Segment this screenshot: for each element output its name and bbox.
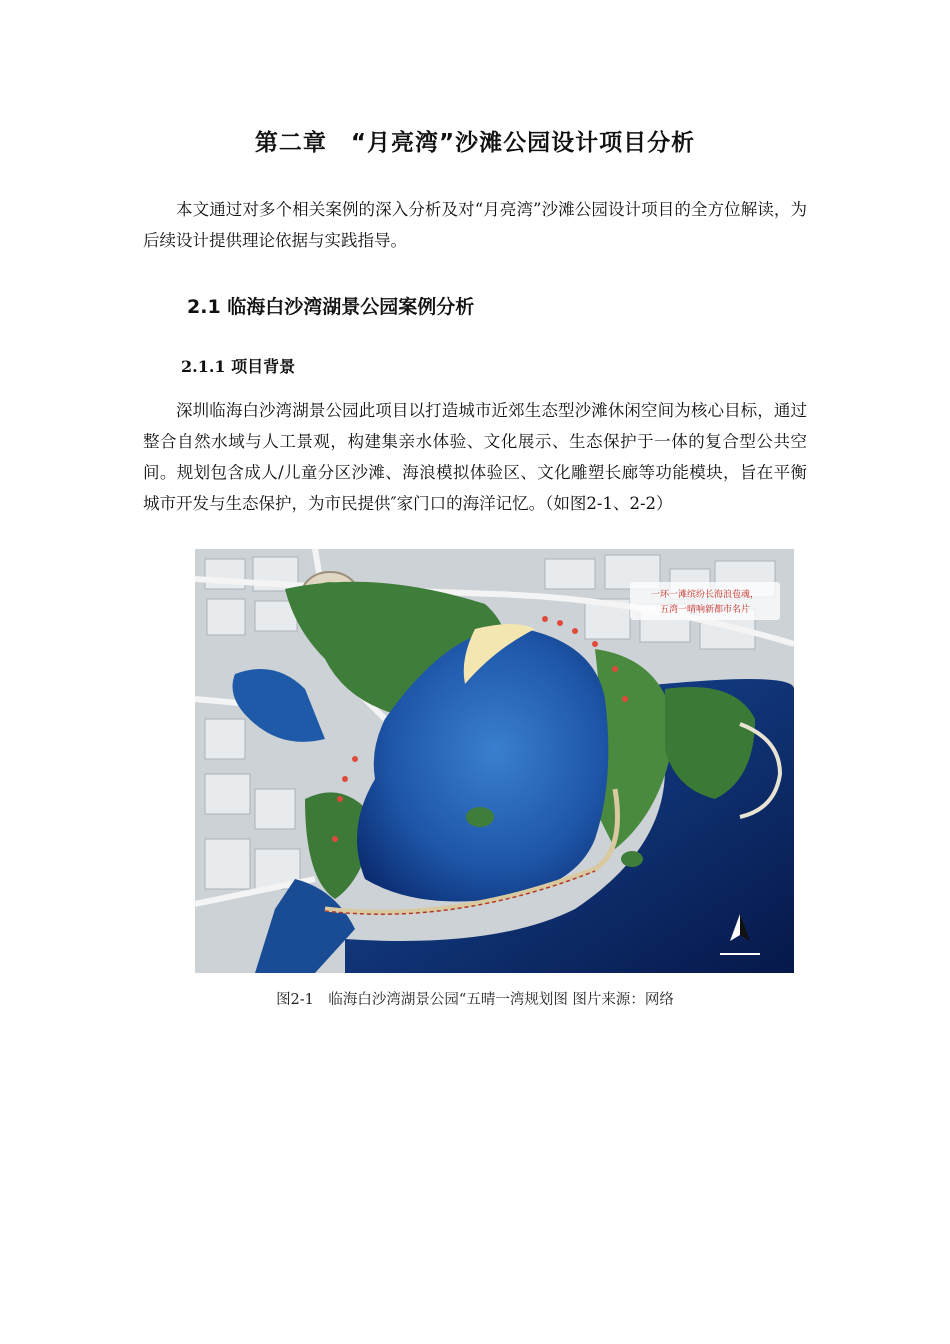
masterplan-figure (195, 549, 794, 973)
island-center (466, 807, 494, 827)
masterplan-image (195, 549, 794, 973)
section-heading: 2.1 临海白沙湾湖景公园案例分析 (187, 296, 475, 318)
island-east (621, 851, 643, 867)
body-paragraph: 深圳临海白沙湾湖景公园此项目以打造城市近郊生态型沙滩休闲空间为核心目标，通过整合自然水域与人工景观，构建集亲水体验、文化展示、生态保护于一体的复合型公共空间。规划包含成人/儿童分区沙滩、海浪模拟体验区、文化雕塑长廊等功能模块，旨在平衡城市开发与生态保护，为市民提供″家门口的海洋记忆。（如图2-1、2-2） (143, 401, 807, 513)
slogan-line-2: 五湾一晴响新都市名片 (659, 605, 751, 615)
slogan-line-1: 一环一滩缤纷长海浪苞魂， (650, 590, 760, 600)
chapter-title: 第二章 “月亮湾”沙滩公园设计项目分析 (254, 130, 696, 156)
subsection-heading: 2.1.1 项目背景 (181, 357, 296, 376)
figure-caption: 图2-1 临海白沙湾湖景公园“五晴一湾规划图 图片来源：网络 (276, 992, 674, 1008)
intro-paragraph: 本文通过对多个相关案例的深入分析及对“月亮湾”沙滩公园设计项目的全方位解读，为后续设计提供理论依据与实践指导。 (143, 200, 807, 250)
slogan-box (630, 582, 780, 620)
